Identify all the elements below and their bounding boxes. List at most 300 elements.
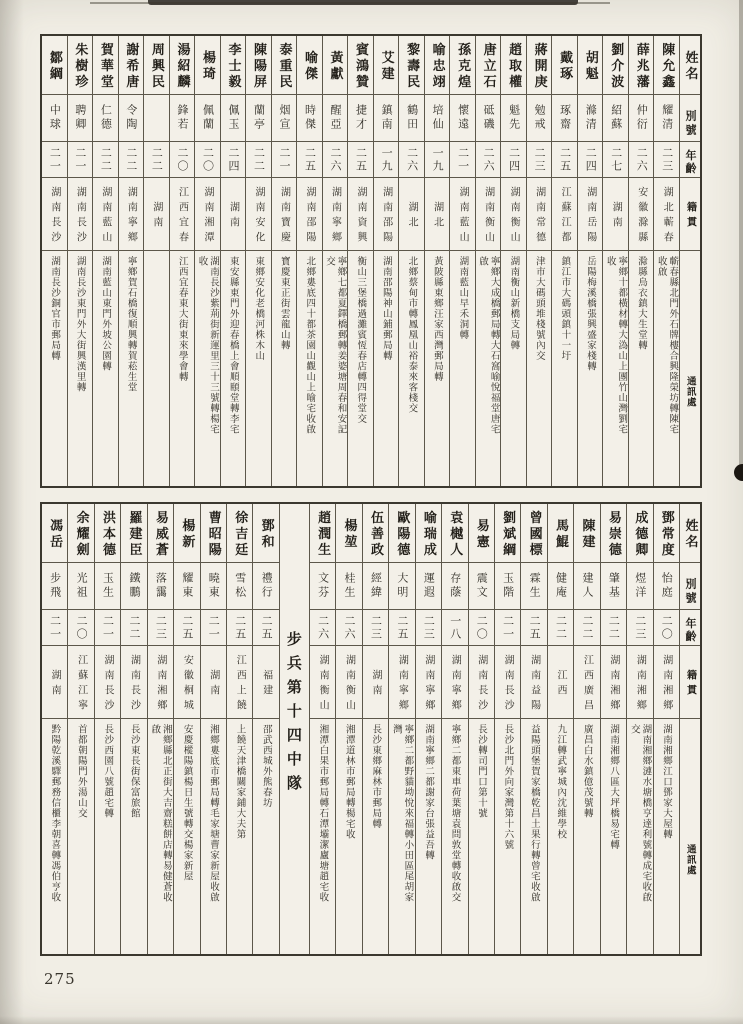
person-age-cell: [121, 610, 146, 646]
person-address: 九江轉武寧城內沈維學校: [555, 724, 567, 840]
person-name-cell: [227, 504, 252, 563]
person-address: 湖南長沙東門外大街興漢里轉: [74, 256, 86, 393]
person-alias: 鋒若: [175, 104, 189, 132]
person-alias: 烟宣: [278, 104, 291, 132]
person-address-cell: [144, 251, 169, 486]
person-origin: 湖南寧鄉: [396, 654, 408, 715]
person-name: 孫克煌: [455, 42, 471, 91]
person-name: 蔣開庚: [531, 42, 547, 91]
header-name-cell: [680, 504, 700, 563]
person-address-cell: [374, 251, 399, 486]
person-origin: 江西宜春: [176, 186, 188, 247]
person-age-cell: [348, 142, 373, 178]
person-address: 長沙東鄉麻林市郵局轉: [370, 724, 382, 829]
person-alias: 霖生: [528, 572, 542, 600]
person-column: [653, 36, 679, 486]
person-address: 邵武西城外熊春坊: [260, 724, 272, 808]
person-alias-cell: [272, 95, 297, 142]
header-name-label: 姓名: [682, 50, 698, 83]
person-column: [362, 504, 388, 954]
person-column: [67, 504, 93, 954]
person-origin: 湖北: [406, 201, 418, 232]
header-origin-cell: [680, 178, 700, 251]
person-age-cell: [552, 142, 577, 178]
person-alias: 令陶: [124, 104, 138, 132]
person-origin-cell: [310, 646, 335, 719]
person-origin-cell: [144, 178, 169, 251]
page-number: 275: [44, 970, 76, 988]
header-age-cell: [680, 142, 700, 178]
person-alias-cell: [323, 95, 348, 142]
person-age: 二一: [48, 146, 62, 173]
person-name-cell: [629, 36, 654, 95]
person-age: 一九: [431, 146, 445, 173]
person-age-cell: [148, 610, 173, 646]
person-origin-cell: [272, 178, 297, 251]
person-column: [169, 36, 195, 486]
person-name: 伍善政: [367, 510, 383, 559]
person-origin-cell: [601, 646, 626, 719]
person-column: [494, 504, 520, 954]
person-column: [475, 36, 501, 486]
person-address: 黃陂縣東鄉汪家西灣郵局轉: [431, 256, 443, 382]
person-address-cell: [363, 719, 388, 954]
person-age: 二三: [633, 614, 647, 641]
person-age-cell: [654, 610, 679, 646]
person-name-cell: [119, 36, 144, 95]
person-alias-cell: [501, 95, 526, 142]
person-age-cell: [399, 142, 424, 178]
person-name-cell: [272, 36, 297, 95]
person-alias: 大明: [395, 572, 409, 600]
person-origin: 湖南湘鄉: [154, 654, 166, 715]
person-alias: 震文: [475, 572, 489, 600]
person-address-cell: [654, 719, 679, 954]
person-origin: 江西上饒: [234, 654, 246, 715]
person-age: 二〇: [201, 146, 215, 173]
person-address-cell: [68, 251, 93, 486]
person-address-cell: [272, 251, 297, 486]
person-column: [424, 36, 450, 486]
person-alias-cell: [148, 563, 173, 610]
person-origin-cell: [399, 178, 424, 251]
person-alias-cell: [521, 563, 546, 610]
person-age: 二六: [482, 146, 496, 173]
person-age-cell: [310, 610, 335, 646]
person-address-cell: [469, 719, 494, 954]
person-age: 二四: [226, 146, 240, 173]
person-address: 湖南藍山早禾洞轉: [457, 256, 469, 340]
person-name: 艾建: [378, 50, 394, 83]
person-address: 湘鄉婁底市郵局轉毛家塘曹家新屋收啟: [208, 724, 220, 903]
person-age: 二二: [252, 146, 266, 173]
person-alias: 耀東: [180, 572, 194, 600]
person-name: 鄧和: [258, 518, 274, 551]
person-address: 東安縣東門外迎春橋上會順頤堂轉李宅: [227, 256, 239, 435]
person-name: 鄒綱: [46, 50, 62, 83]
person-alias-cell: [68, 563, 93, 610]
person-address: 湖南衡山新橋支局轉: [508, 256, 520, 351]
person-age-cell: [170, 142, 195, 178]
person-address: 湖南藍山東門外坡公園轉: [100, 256, 112, 372]
person-origin-cell: [442, 646, 467, 719]
person-name-cell: [442, 504, 467, 563]
person-column: [42, 504, 67, 954]
person-address: 長沙東長街保富旅館: [128, 724, 140, 819]
person-age-cell: [425, 142, 450, 178]
person-age-cell: [363, 610, 388, 646]
person-address: 湘潭白果市郵局轉石潭壩潔廬塘趙宅收: [317, 724, 329, 903]
person-name-cell: [552, 36, 577, 95]
person-address: 湘潭道林市郵局轉楊宅收: [343, 724, 355, 840]
person-name: 周興民: [148, 42, 164, 91]
person-alias: 鐵鵬: [127, 572, 141, 600]
person-alias: 玉生: [101, 572, 115, 600]
person-name: 易崇德: [605, 510, 621, 559]
person-origin: 江西廣昌: [581, 654, 593, 715]
person-alias-cell: [399, 95, 424, 142]
person-alias: 捷才: [354, 104, 368, 132]
person-name: 馬鯤: [553, 518, 569, 551]
person-column: [398, 36, 424, 486]
person-age: 二五: [528, 614, 542, 641]
person-alias-cell: [119, 95, 144, 142]
person-age-cell: [68, 610, 93, 646]
person-age: 二五: [180, 614, 194, 641]
person-name: 泰重民: [276, 42, 292, 91]
person-age: 二〇: [75, 614, 89, 641]
person-origin-cell: [95, 646, 120, 719]
person-origin-cell: [654, 178, 679, 251]
person-alias-cell: [93, 95, 118, 142]
person-alias: 存蔭: [448, 572, 462, 600]
person-address: 滁縣烏衣鎮大生堂轉: [635, 256, 647, 351]
person-name: 湯紹麟: [174, 42, 190, 91]
person-origin: 湖南湘鄉: [607, 654, 619, 715]
person-origin: 湖南藍山: [457, 186, 469, 247]
person-age-cell: [174, 610, 199, 646]
person-alias: 時傑: [303, 104, 317, 132]
person-alias-cell: [450, 95, 475, 142]
person-column: [500, 36, 526, 486]
person-origin-cell: [469, 646, 494, 719]
header-origin-label: 籍貫: [684, 669, 696, 700]
person-address-cell: [42, 251, 67, 486]
person-alias: 魁先: [507, 104, 521, 132]
person-alias-cell: [425, 95, 450, 142]
person-address: 岳陽梅溪橋張興盛家棧轉: [584, 256, 596, 372]
person-address-cell: [201, 719, 226, 954]
person-address-cell: [527, 251, 552, 486]
roster-table-top: [40, 34, 702, 488]
person-alias: 勉戒: [533, 104, 547, 132]
person-age-cell: [603, 142, 628, 178]
person-origin: 安徽桐城: [181, 654, 193, 715]
person-age: 二〇: [660, 614, 674, 641]
person-name-cell: [253, 504, 278, 563]
person-alias-cell: [144, 95, 169, 142]
person-origin-cell: [627, 646, 652, 719]
person-name: 易威蒼: [152, 510, 168, 559]
person-column: [600, 504, 626, 954]
person-name: 曾國標: [526, 510, 542, 559]
person-name: 徐吉廷: [232, 510, 248, 559]
person-address: 長沙北門外向家灣第十六號: [502, 724, 514, 850]
person-alias-cell: [42, 563, 67, 610]
person-alias-cell: [95, 563, 120, 610]
person-age: 二三: [369, 614, 383, 641]
person-alias-cell: [654, 563, 679, 610]
person-alias-cell: [363, 563, 388, 610]
person-alias-cell: [297, 95, 322, 142]
person-age: 二六: [316, 614, 330, 641]
person-alias-cell: [310, 563, 335, 610]
person-name-cell: [363, 504, 388, 563]
person-address-cell: [389, 719, 414, 954]
person-origin: 湖南湘鄉: [634, 654, 646, 715]
person-origin-cell: [521, 646, 546, 719]
header-column: [679, 504, 700, 954]
person-column: [653, 504, 679, 954]
header-address-label: 通訊處: [684, 375, 696, 408]
person-origin: 湖南安化: [252, 186, 264, 247]
person-origin-cell: [323, 178, 348, 251]
person-column: [626, 504, 652, 954]
person-age: 二五: [303, 146, 317, 173]
header-name-cell: [680, 36, 700, 95]
person-origin: 湖南衡山: [508, 186, 520, 247]
person-alias-cell: [221, 95, 246, 142]
person-age-cell: [246, 142, 271, 178]
person-column: [194, 36, 220, 486]
person-address-cell: [170, 251, 195, 486]
person-column: [245, 36, 271, 486]
person-origin-cell: [374, 178, 399, 251]
person-name-cell: [548, 504, 573, 563]
person-age: 二五: [558, 146, 572, 173]
person-alias: 怡庭: [660, 572, 674, 600]
person-age-cell: [527, 142, 552, 178]
person-alias: 鶴田: [405, 104, 419, 132]
person-origin: 江蘇江都: [559, 186, 571, 247]
scan-artifact-bottom-shadow: [0, 1016, 743, 1024]
person-age: 二四: [584, 146, 598, 173]
person-name-cell: [121, 504, 146, 563]
person-address: 蘄春縣北門外石牌樓合興隆榮坊轉陳宅收啟: [655, 256, 679, 435]
person-address: 東鄉安化老橋河株木山: [253, 256, 265, 361]
person-name-cell: [389, 504, 414, 563]
person-origin-cell: [501, 178, 526, 251]
person-address-cell: [416, 719, 441, 954]
person-alias: 中球: [48, 104, 62, 132]
person-address: 寧鄉十都橫材轉大溈山上團竹山灣劉宅收: [604, 256, 628, 435]
person-alias: 步飛: [48, 572, 62, 600]
person-origin-cell: [174, 646, 199, 719]
person-column: [322, 36, 348, 486]
person-age-cell: [221, 142, 246, 178]
person-name: 喻傑: [302, 50, 318, 83]
person-name: 李士毅: [225, 42, 241, 91]
person-address: 湘鄉縣北正街大吉齋糕餅店轉易健蒼收啟: [149, 724, 172, 903]
person-alias-cell: [348, 95, 373, 142]
person-alias: 肇基: [607, 572, 621, 600]
person-alias-cell: [495, 563, 520, 610]
person-age-cell: [297, 142, 322, 178]
person-name: 戴琢: [557, 50, 573, 83]
person-name: 袁樾人: [447, 510, 463, 559]
person-address: 湖南長沙紫荊街新運里三十三號轉楊宅收: [196, 256, 219, 435]
person-column: [252, 504, 278, 954]
person-name-cell: [42, 36, 67, 95]
person-alias-cell: [227, 563, 252, 610]
person-column: [120, 504, 146, 954]
person-age: 二五: [354, 146, 368, 173]
person-address-cell: [227, 719, 252, 954]
header-age-cell: [680, 610, 700, 646]
person-age-cell: [548, 610, 573, 646]
person-age: 二六: [635, 146, 649, 173]
person-name-cell: [148, 504, 173, 563]
person-alias: 仲衍: [635, 104, 649, 132]
person-address-cell: [148, 719, 173, 954]
person-name-cell: [95, 504, 120, 563]
person-alias: 桂生: [343, 572, 357, 600]
person-alias: 耀清: [660, 104, 674, 132]
roster-table-bottom: [40, 502, 702, 956]
person-column: [628, 36, 654, 486]
person-age-cell: [601, 610, 626, 646]
header-alias-label: 別號: [684, 110, 697, 138]
person-alias: 光祖: [75, 572, 89, 600]
person-alias: 文芬: [316, 572, 330, 600]
person-age-cell: [253, 610, 278, 646]
person-name: 易憲: [473, 518, 489, 551]
person-alias-cell: [42, 95, 67, 142]
person-address: 益陽頭堡賀家橋乾昌土果行轉曾宅收啟: [528, 724, 540, 903]
person-origin-cell: [119, 178, 144, 251]
person-age: 二二: [127, 614, 141, 641]
person-age: 二〇: [475, 614, 489, 641]
person-address-cell: [654, 251, 679, 486]
person-origin-cell: [574, 646, 599, 719]
person-name-cell: [578, 36, 603, 95]
person-alias-cell: [442, 563, 467, 610]
person-name-cell: [476, 36, 501, 95]
person-address-cell: [336, 719, 361, 954]
person-column: [573, 504, 599, 954]
person-age: 二六: [343, 614, 357, 641]
person-age: 二二: [580, 614, 594, 641]
person-address: 鎮江市大碼頭鎮十一圩: [559, 256, 571, 361]
scan-artifact-left-shadow: [0, 0, 24, 1024]
person-name-cell: [654, 504, 679, 563]
person-age-cell: [450, 142, 475, 178]
person-origin: 湖北: [431, 201, 443, 232]
person-name-cell: [469, 504, 494, 563]
person-address-cell: [521, 719, 546, 954]
person-address-cell: [578, 251, 603, 486]
person-age: 二三: [533, 146, 547, 173]
person-alias-cell: [253, 563, 278, 610]
person-name-cell: [627, 504, 652, 563]
person-origin: 湖南: [49, 669, 61, 700]
person-age: 二四: [507, 146, 521, 173]
person-alias-cell: [68, 95, 93, 142]
person-alias: 經緯: [369, 572, 383, 600]
person-name: 馮岳: [47, 518, 63, 551]
person-alias: 蘭亭: [252, 104, 266, 132]
person-origin: 湖南岳陽: [584, 186, 596, 247]
person-origin: 湖南資興: [355, 186, 367, 247]
person-name: 謝希唐: [123, 42, 139, 91]
header-age-label: 年齡: [684, 617, 697, 643]
person-age: 二六: [405, 146, 419, 173]
person-age: 二〇: [175, 146, 189, 173]
person-alias: 紹蘇: [609, 104, 623, 132]
person-name-cell: [174, 504, 199, 563]
person-column: [602, 36, 628, 486]
person-origin-cell: [348, 178, 373, 251]
person-address-cell: [121, 719, 146, 954]
person-address-cell: [297, 251, 322, 486]
person-name: 洪本德: [100, 510, 116, 559]
person-address-cell: [195, 251, 220, 486]
person-age: 二二: [99, 146, 113, 173]
person-origin-cell: [121, 646, 146, 719]
person-column: [271, 36, 297, 486]
person-name: 劉斌綱: [500, 510, 516, 559]
person-address-cell: [323, 251, 348, 486]
person-alias: 運遐: [422, 572, 436, 600]
person-address: 江西宜春東大街東來學會轉: [176, 256, 188, 382]
person-age-cell: [501, 142, 526, 178]
person-age: 二二: [150, 146, 164, 173]
person-name: 楊琦: [199, 50, 215, 83]
person-alias: 健庵: [554, 572, 568, 600]
person-name-cell: [348, 36, 373, 95]
person-alias-cell: [603, 95, 628, 142]
person-origin-cell: [450, 178, 475, 251]
person-address: 北鄉婁底四十都茶園山觀山上喻宅收啟: [304, 256, 316, 435]
person-origin: 湖南長沙: [502, 654, 514, 715]
person-age-cell: [227, 610, 252, 646]
scan-artifact-top-line: [90, 2, 610, 4]
scan-artifact-right-edge: [739, 0, 743, 471]
person-name-cell: [323, 36, 348, 95]
person-origin: 湖南湘鄉: [660, 654, 672, 715]
person-alias: 曉東: [207, 572, 221, 600]
person-column: [373, 36, 399, 486]
person-address: 北鄉蔡甸市轉鳳凰山裕泰來客棧交: [406, 256, 418, 414]
person-alias: 煜洋: [633, 572, 647, 600]
person-age-cell: [336, 610, 361, 646]
person-column: [94, 504, 120, 954]
person-address: 上饒天津橋關家鋪大夫第: [234, 724, 246, 840]
person-alias-cell: [627, 563, 652, 610]
person-name-cell: [68, 36, 93, 95]
person-age-cell: [195, 142, 220, 178]
person-age: 二一: [278, 146, 291, 173]
person-age: 二二: [124, 146, 138, 173]
person-alias-cell: [476, 95, 501, 142]
person-origin: 湖南: [227, 201, 239, 232]
person-column: [296, 36, 322, 486]
person-origin: 江西: [555, 669, 567, 700]
person-address-cell: [93, 251, 118, 486]
person-origin: 湖南衡山: [343, 654, 355, 715]
person-origin-cell: [253, 646, 278, 719]
person-address: 湖南湘鄉漣水塘橋亨達利號轉成宅收啟交: [628, 724, 652, 903]
